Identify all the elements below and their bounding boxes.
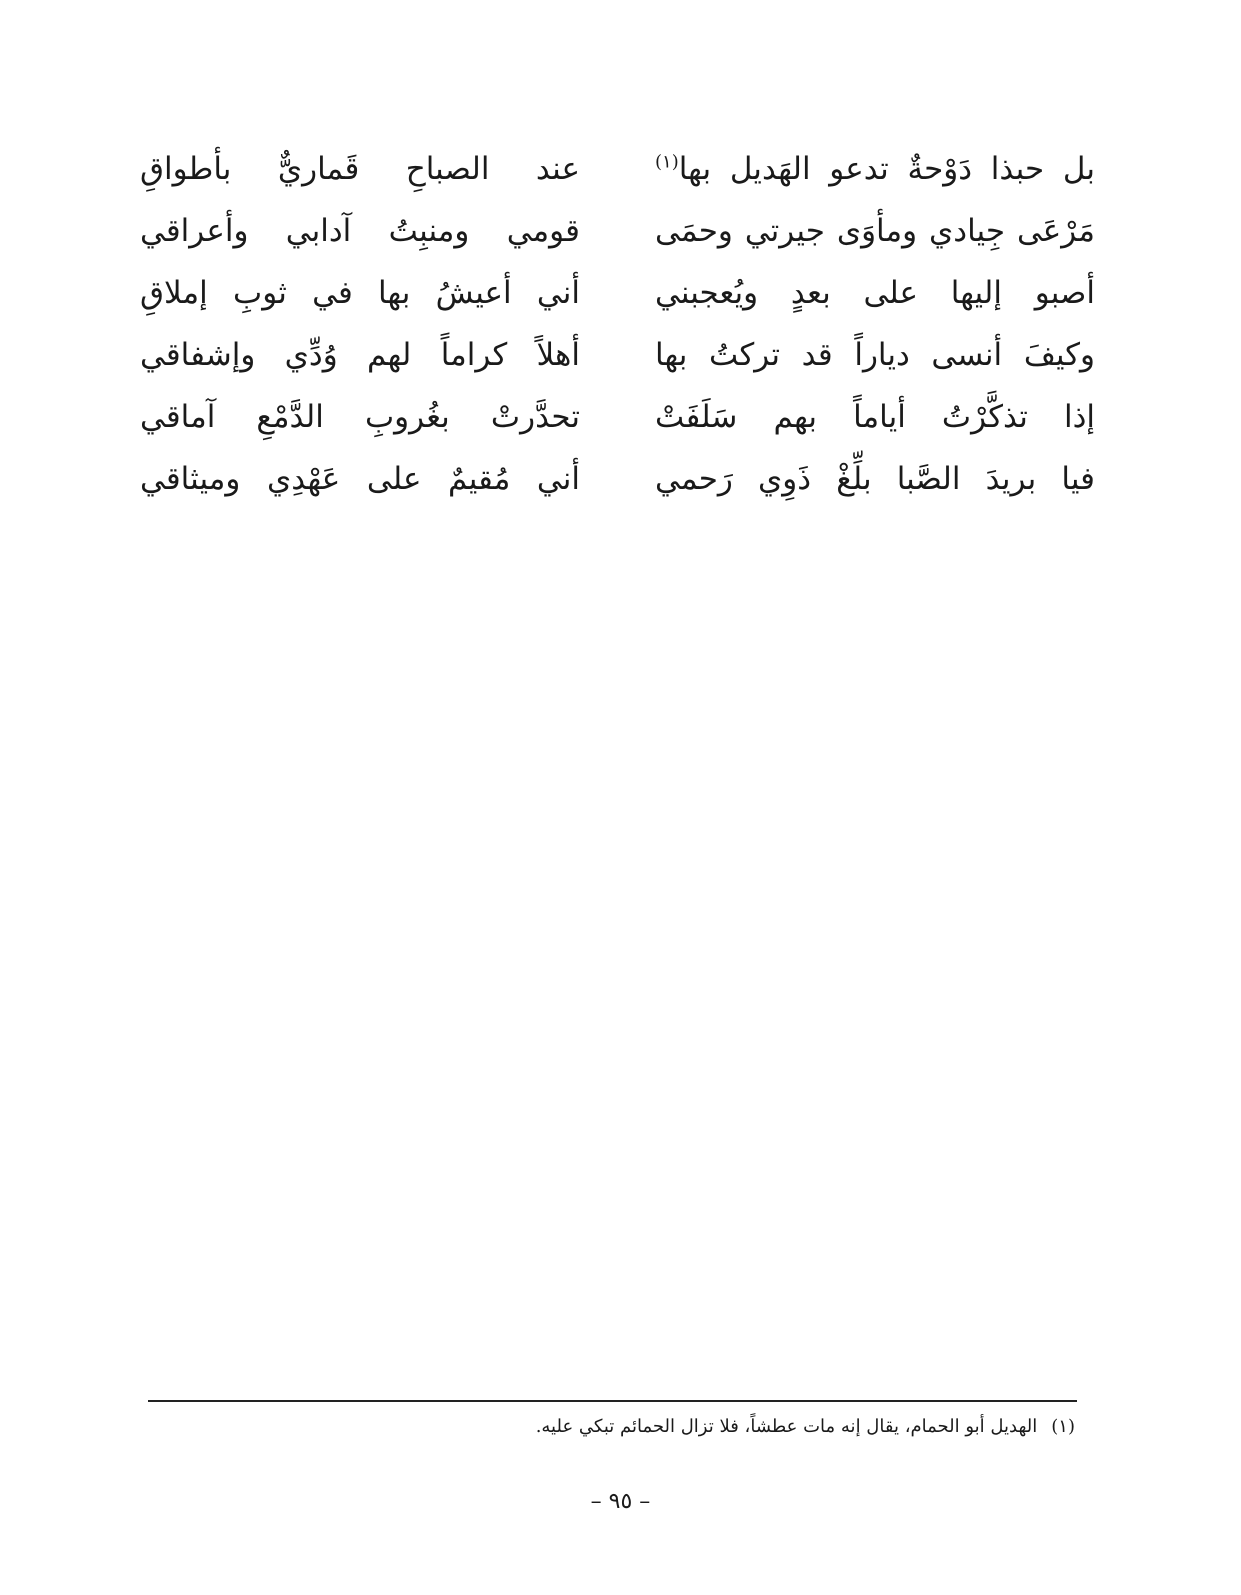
footnote-text: الهديل أبو الحمام، يقال إنه مات عطشاً، فلا تزال الحمائم تبكي عليه.	[535, 1416, 1038, 1437]
verse	[140, 448, 1095, 510]
verse-first-hemistich: أصبو إليها على بعدٍ ويُعجبني	[655, 275, 1095, 311]
verse-second-hemistich: عند الصباحِ قَماريٌّ بأطواقِ	[140, 151, 580, 187]
page-number: – ٩٥ –	[590, 1489, 651, 1514]
verse-second-hemistich: أني مُقيمٌ على عَهْدِي وميثاقي	[140, 461, 580, 497]
verse-first-hemistich: فيا بريدَ الصَّبا بلِّغْ ذَوِي رَحمي	[655, 461, 1095, 497]
verse-second-hemistich: أني أعيشُ بها في ثوبِ إملاقِ	[140, 275, 580, 311]
verse-first-hemistich: بل حبذا دَوْحةٌ تدعو الهَديل بها$^{(١)}$	[655, 151, 1095, 187]
verse	[140, 324, 1095, 386]
verse	[140, 262, 1095, 324]
verse-second-hemistich: تحدَّرتْ بغُروبِ الدَّمْعِ آماقي	[140, 399, 580, 435]
footnote-number: (١)	[1051, 1416, 1075, 1437]
verse-first-hemistich: إذا تذكَّرْتُ أياماً بهم سَلَفَتْ	[655, 399, 1095, 435]
poem	[140, 138, 1095, 510]
verse-second-hemistich: قومي ومنبِتُ آدابي وأعراقي	[140, 213, 580, 249]
footnote	[175, 1413, 1075, 1441]
verse	[140, 386, 1095, 448]
verse	[140, 200, 1095, 262]
footnote-divider	[148, 1400, 1077, 1402]
verse-second-hemistich: أهلاً كراماً لهم وُدِّي وإشفاقي	[140, 337, 580, 373]
footnote-marker: (١)	[655, 151, 679, 173]
verse-first-hemistich: مَرْعَى جِيادي ومأوَى جيرتي وحمَى	[655, 213, 1095, 249]
verse-first-hemistich: وكيفَ أنسى دياراً قد تركتُ بها	[655, 337, 1095, 373]
verse	[140, 138, 1095, 200]
